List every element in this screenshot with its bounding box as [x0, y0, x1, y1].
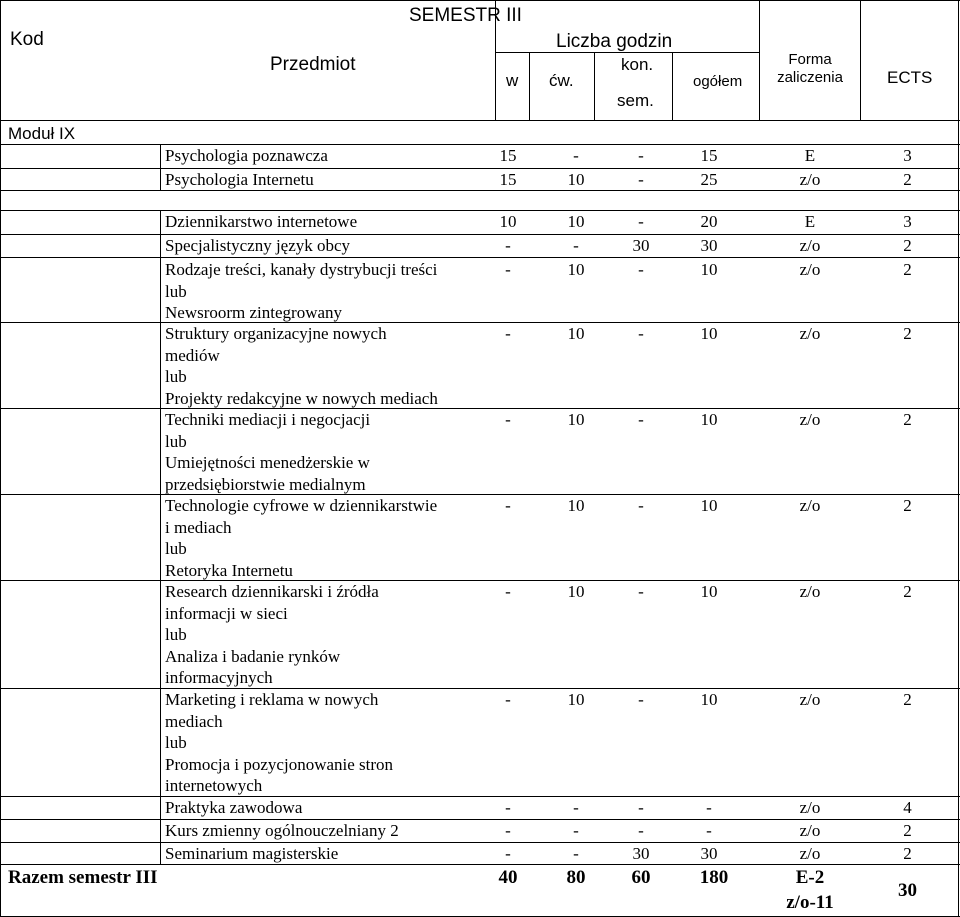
cell-kon: -: [638, 260, 644, 279]
course-name: Umiejętności menedżerskie w: [165, 453, 370, 472]
total-forma-2: z/o-11: [786, 892, 834, 913]
cell-ects: 2: [903, 496, 912, 515]
cell-og: -: [706, 798, 712, 817]
cell-ects: 2: [903, 170, 912, 189]
border: [0, 864, 960, 865]
cell-kon: -: [638, 146, 644, 165]
column-przedmiot-header: Przedmiot: [270, 54, 356, 75]
course-name: internetowych: [165, 776, 263, 795]
column-forma-header: Forma: [788, 51, 832, 68]
course-name: Analiza i badanie rynków: [165, 646, 341, 666]
border: [594, 52, 595, 120]
column-w-header: w: [506, 71, 519, 90]
course-name: Projekty redakcyjne w nowych mediach: [165, 388, 438, 408]
cell-kon: -: [638, 410, 644, 429]
column-cw-header: ćw.: [549, 71, 574, 90]
cell-ects: 4: [903, 798, 912, 817]
cell-w: -: [505, 844, 511, 863]
cell-cw: 10: [567, 410, 585, 429]
cell-ects: 2: [903, 844, 912, 863]
border: [0, 819, 960, 820]
column-ects-header: ECTS: [887, 68, 933, 87]
cell-cw: 10: [567, 212, 585, 231]
course-name: Retoryka Internetu: [165, 560, 293, 580]
cell-kon: -: [638, 821, 644, 840]
cell-forma: z/o: [799, 690, 821, 709]
cell-kon: -: [638, 324, 644, 343]
cell-ects: 2: [903, 821, 912, 840]
course-name: Psychologia poznawcza: [165, 146, 328, 165]
border: [0, 0, 960, 1]
column-forma-header-2: zaliczenia: [777, 69, 843, 86]
course-name: Dziennikarstwo internetowe: [165, 212, 358, 231]
course-name: Marketing i reklama w nowych: [165, 690, 379, 709]
cell-forma: z/o: [799, 821, 821, 840]
border: [0, 322, 960, 323]
cell-cw: 10: [567, 496, 585, 515]
cell-og: 10: [700, 582, 718, 601]
cell-og: -: [706, 821, 712, 840]
border: [958, 0, 959, 917]
cell-w: -: [505, 410, 511, 429]
course-name: Specjalistyczny język obcy: [165, 236, 351, 255]
column-kon-header: kon.: [621, 55, 654, 74]
course-name: Research dziennikarski i źródła: [165, 582, 379, 601]
border: [160, 210, 161, 864]
semester-title: SEMESTR III: [409, 5, 522, 26]
cell-og: 30: [700, 844, 718, 863]
total-label: Razem semestr III: [8, 867, 158, 888]
border: [0, 494, 960, 495]
cell-cw: -: [573, 798, 579, 817]
course-name: i mediach: [165, 517, 232, 537]
cell-forma: z/o: [799, 236, 821, 255]
cell-ects: 2: [903, 410, 912, 429]
cell-cw: -: [573, 236, 579, 255]
alternative-connector: lub: [165, 539, 187, 558]
module-label: Moduł IX: [8, 124, 76, 143]
course-name: Seminarium magisterskie: [165, 844, 339, 863]
cell-ects: 3: [903, 146, 912, 165]
border: [0, 120, 960, 121]
cell-kon: -: [638, 582, 644, 601]
cell-forma: z/o: [799, 798, 821, 817]
course-name: mediach: [165, 711, 223, 731]
alternative-connector: lub: [165, 431, 187, 451]
course-name: Newsroorm zintegrowany: [165, 303, 343, 322]
course-name: Techniki mediacji i negocjacji: [165, 410, 371, 429]
cell-kon: -: [638, 212, 644, 231]
cell-w: 15: [499, 170, 517, 189]
border: [495, 52, 759, 53]
cell-cw: 10: [567, 324, 585, 343]
cell-w: -: [505, 821, 511, 840]
cell-og: 20: [700, 212, 718, 231]
cell-og: 10: [700, 324, 718, 343]
cell-kon: 30: [632, 844, 650, 863]
cell-w: -: [505, 236, 511, 255]
cell-ects: 2: [903, 236, 912, 255]
alternative-connector: lub: [165, 367, 187, 386]
total-w: 40: [498, 867, 518, 888]
cell-forma: E: [804, 146, 816, 165]
cell-og: 10: [700, 496, 718, 515]
cell-ects: 2: [903, 324, 912, 343]
alternative-connector: lub: [165, 281, 187, 301]
total-cw: 80: [566, 867, 586, 888]
cell-cw: 10: [567, 170, 585, 189]
cell-kon: -: [638, 170, 644, 189]
course-name: Technologie cyfrowe w dziennikarstwie: [165, 496, 438, 515]
cell-forma: z/o: [799, 324, 821, 343]
border: [0, 580, 960, 581]
border: [0, 168, 960, 169]
cell-ects: 2: [903, 582, 912, 601]
course-name: informacji w sieci: [165, 603, 288, 623]
border: [529, 52, 530, 120]
course-name: Psychologia Internetu: [165, 170, 314, 189]
cell-ects: 2: [903, 690, 912, 709]
column-sem-header: sem.: [617, 91, 654, 110]
cell-forma: E: [804, 212, 816, 231]
cell-forma: z/o: [799, 582, 821, 601]
border: [0, 210, 960, 211]
course-name: Kurs zmienny ogólnouczelniany 2: [165, 821, 399, 840]
cell-kon: -: [638, 496, 644, 515]
cell-og: 10: [700, 260, 718, 279]
cell-kon: -: [638, 690, 644, 709]
cell-w: -: [505, 798, 511, 817]
border: [160, 144, 161, 190]
cell-kon: 30: [632, 236, 650, 255]
cell-og: 10: [700, 690, 718, 709]
border: [0, 0, 1, 917]
cell-cw: -: [573, 821, 579, 840]
total-kon: 60: [631, 867, 651, 888]
cell-forma: z/o: [799, 844, 821, 863]
cell-ects: 3: [903, 212, 912, 231]
cell-cw: 10: [567, 690, 585, 709]
cell-w: 15: [499, 146, 517, 165]
cell-cw: -: [573, 146, 579, 165]
course-name: przedsiębiorstwie medialnym: [165, 474, 366, 494]
course-name: Struktury organizacyjne nowych: [165, 324, 387, 343]
border: [0, 234, 960, 235]
course-name: informacyjnych: [165, 668, 273, 687]
border: [0, 796, 960, 797]
cell-w: 10: [499, 212, 517, 231]
cell-w: -: [505, 496, 511, 515]
border: [672, 52, 673, 120]
course-name: Promocja i pozycjonowanie stron: [165, 754, 394, 774]
total-ects: 30: [898, 880, 917, 901]
cell-w: -: [505, 690, 511, 709]
course-name: Praktyka zawodowa: [165, 798, 303, 817]
border: [0, 842, 960, 843]
cell-forma: z/o: [799, 170, 821, 189]
cell-og: 15: [700, 146, 718, 165]
cell-og: 25: [700, 170, 718, 189]
alternative-connector: lub: [165, 733, 187, 752]
border: [860, 0, 861, 120]
alternative-connector: lub: [165, 625, 187, 644]
column-ogolem-header: ogółem: [693, 73, 743, 90]
cell-cw: 10: [567, 582, 585, 601]
border: [0, 688, 960, 689]
cell-og: 30: [700, 236, 718, 255]
cell-forma: z/o: [799, 260, 821, 279]
column-liczba-godzin-header: Liczba godzin: [556, 31, 673, 52]
border: [0, 144, 960, 145]
cell-og: 10: [700, 410, 718, 429]
course-name: Rodzaje treści, kanały dystrybucji treści: [165, 260, 438, 279]
border: [0, 257, 960, 258]
column-kod-header: Kod: [10, 29, 44, 50]
cell-w: -: [505, 582, 511, 601]
total-ogolem: 180: [699, 867, 729, 888]
cell-ects: 2: [903, 260, 912, 279]
cell-w: -: [505, 260, 511, 279]
cell-w: -: [505, 324, 511, 343]
cell-kon: -: [638, 798, 644, 817]
course-name: mediów: [165, 345, 220, 365]
cell-forma: z/o: [799, 410, 821, 429]
border: [0, 190, 960, 191]
border: [0, 408, 960, 409]
cell-cw: -: [573, 844, 579, 863]
cell-cw: 10: [567, 260, 585, 279]
cell-forma: z/o: [799, 496, 821, 515]
total-forma: E-2: [795, 867, 825, 888]
